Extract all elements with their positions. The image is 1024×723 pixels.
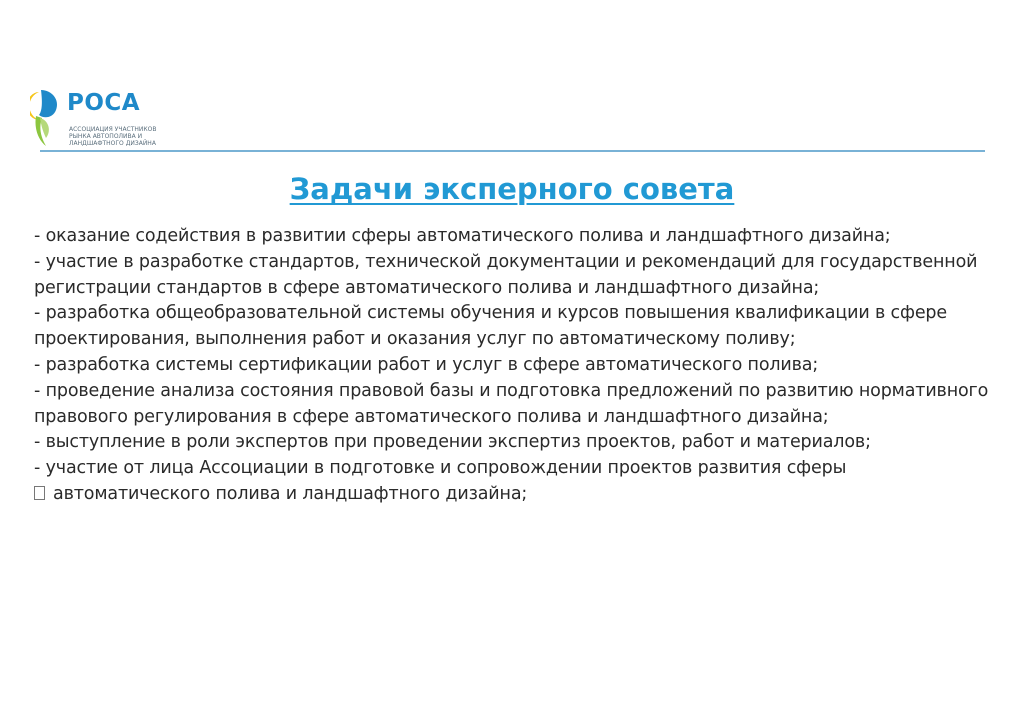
- task-item-continuation-text: автоматического полива и ландшафтного дизайна;: [53, 483, 528, 504]
- logo-subtitle-line: АССОЦИАЦИЯ УЧАСТНИКОВ: [69, 126, 157, 133]
- task-item-continuation: [34, 482, 1009, 508]
- task-item: - участие в разработке стандартов, технической документации и рекомендаций для государственной регистрации стандартов в сфере автоматического полива и ландшафтного дизайна;: [34, 251, 978, 298]
- logo-subtitle-line: ЛАНДШАФТНОГО ДИЗАЙНА: [69, 140, 156, 147]
- rosa-logo-icon: [30, 88, 70, 148]
- task-item: - разработка общеобразовательной системы обучения и курсов повышения квалификации в сфере проектирования, выполнения работ и оказания услуг по автоматическому поливу;: [34, 303, 948, 350]
- page-title: [0, 170, 1024, 208]
- logo: [30, 88, 170, 150]
- header-divider: [40, 150, 985, 152]
- task-item: - участие от лица Ассоциации в подготовке и сопровождении проектов развития сферы: [34, 458, 847, 479]
- task-item: - проведение анализа состояния правовой базы и подготовка предложений по развитию нормативного правового регулирования в сфере автоматического полива и ландшафтного дизайна;: [34, 380, 989, 427]
- missing-glyph-icon: [34, 486, 45, 500]
- task-item: - оказание содействия в развитии сферы автоматического полива и ландшафтного дизайна;: [34, 226, 891, 246]
- logo-subtitle-line: РЫНКА АВТОПОЛИВА И: [69, 133, 143, 140]
- task-item: - выступление в роли экспертов при проведении экспертиз проектов, работ и материалов;: [34, 432, 871, 453]
- logo-title: РОСА: [67, 90, 141, 116]
- page-title-text: Задачи эксперного совета: [289, 172, 735, 206]
- task-item: - разработка системы сертификации работ и услуг в сфере автоматического полива;: [34, 354, 819, 375]
- task-list: [34, 224, 1009, 508]
- logo-subtitle: [69, 126, 157, 147]
